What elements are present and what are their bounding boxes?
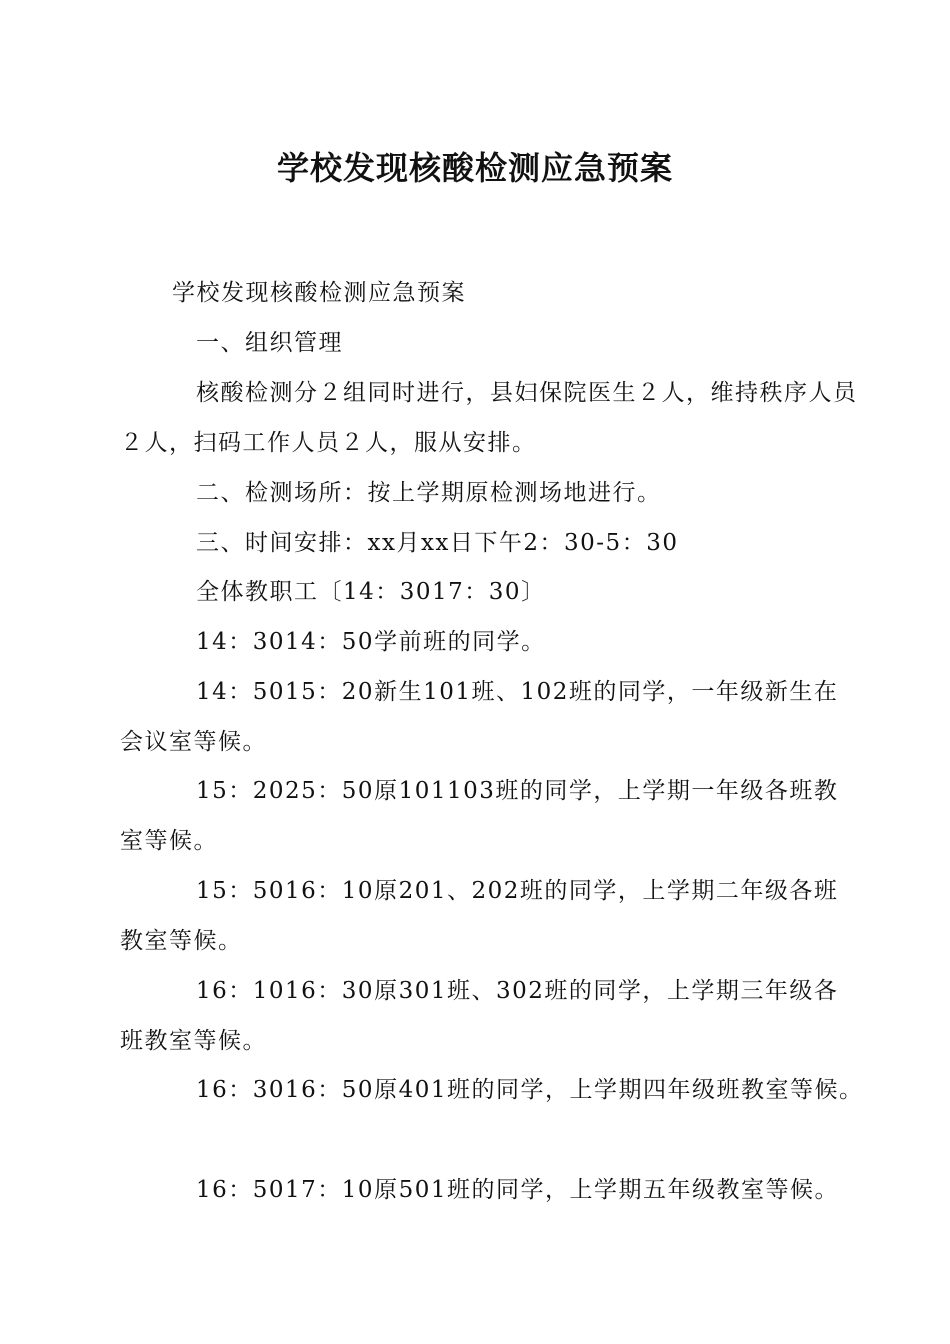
document-title: 学校发现核酸检测应急预案 <box>276 149 673 187</box>
paragraph-organization-detail: 核酸检测分２组同时进行，县妇保院医生２人，维持秩序人员２人，扫码工作人员２人，服从安排。 <box>120 380 858 456</box>
schedule-item-preschool: 14：3014：50学前班的同学。 <box>196 629 546 655</box>
schedule-item-grade2: 15：5016：10原201、202班的同学，上学期二年级各班教室等候。 <box>120 878 839 954</box>
section-heading-location: 二、检测场所：按上学期原检测场地进行。 <box>196 480 662 506</box>
schedule-item-grade1: 15：2025：50原101103班的同学，上学期一年级各班教室等候。 <box>120 778 839 854</box>
schedule-item-grade4: 16：3016：50原401班的同学，上学期四年级班教室等候。 <box>196 1077 864 1103</box>
section-heading-organization: 一、组织管理 <box>196 330 343 356</box>
schedule-item-grade3: 16：1016：30原301班、302班的同学，上学期三年级各班教室等候。 <box>120 978 839 1054</box>
schedule-item-staff: 全体教职工〔14：3017：30〕 <box>196 579 546 605</box>
schedule-item-new-grade1: 14：5015：20新生101班、102班的同学，一年级新生在会议室等候。 <box>120 679 839 755</box>
schedule-item-grade5: 16：5017：10原501班的同学，上学期五年级教室等候。 <box>196 1177 839 1203</box>
document-subtitle: 学校发现核酸检测应急预案 <box>172 280 466 306</box>
section-heading-schedule: 三、时间安排：xx月xx日下午2：30-5：30 <box>196 530 679 556</box>
